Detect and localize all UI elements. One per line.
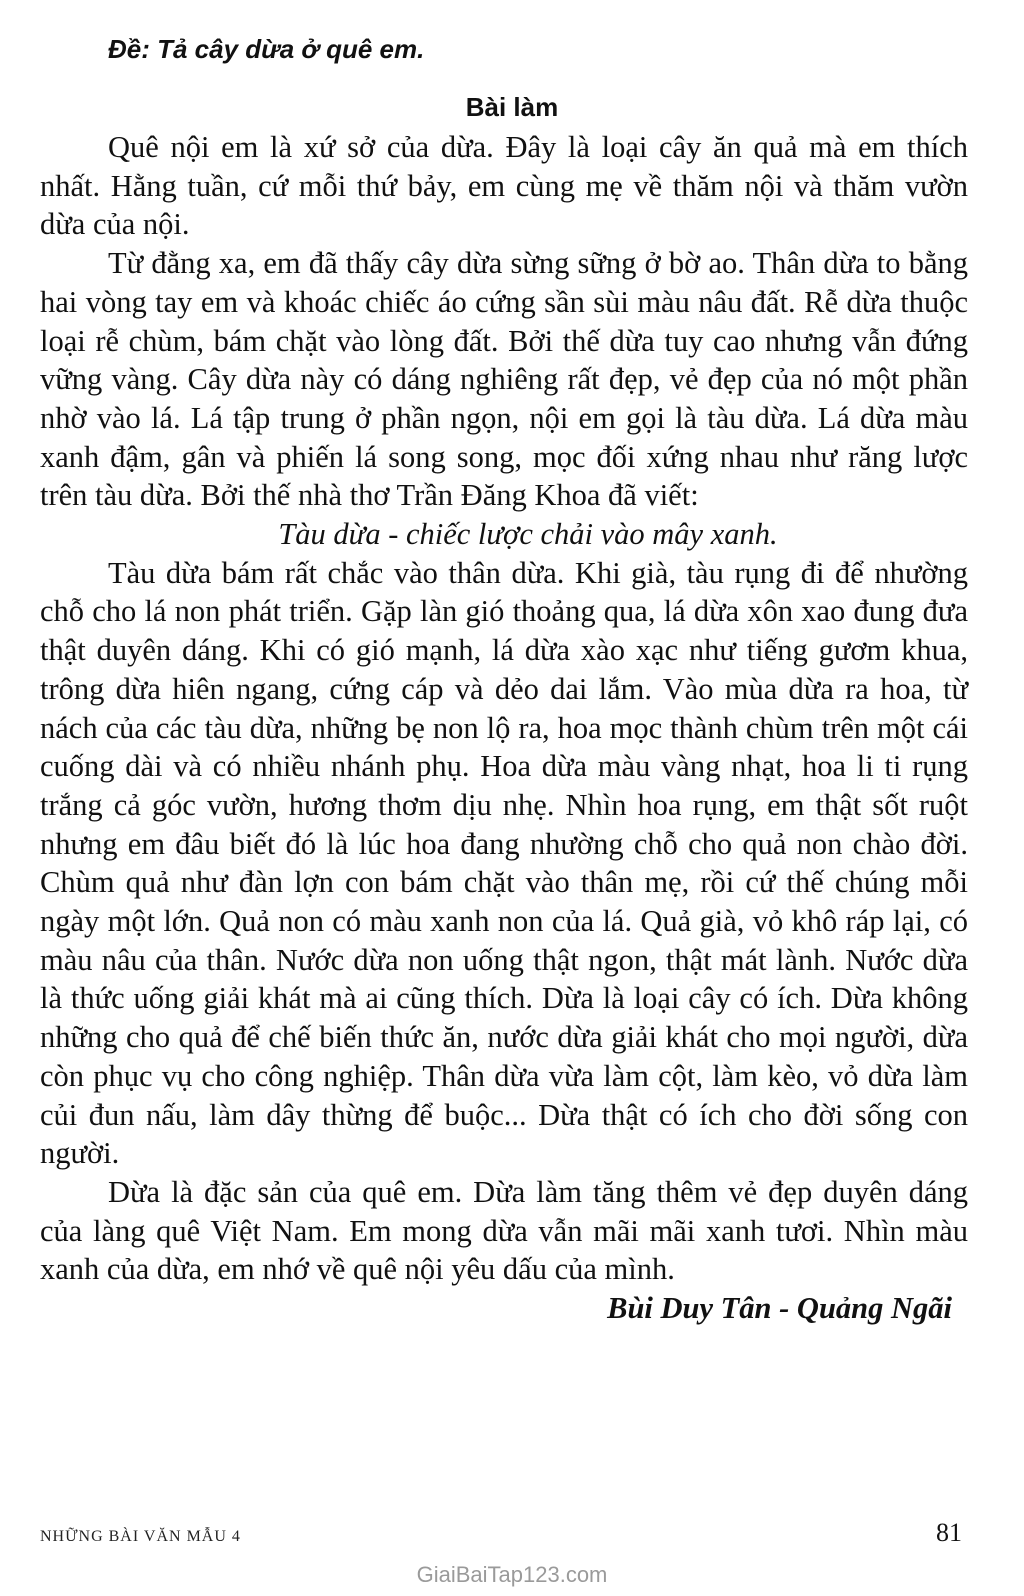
- essay-heading: Bài làm: [465, 92, 559, 122]
- page-number: 81: [936, 1518, 962, 1547]
- author-signature: Bùi Duy Tân - Quảng Ngãi: [607, 1291, 952, 1326]
- essay-body: [40, 128, 968, 1328]
- paragraph-trunk-leaves: Từ đằng xa, em đã thấy cây dừa sừng sững ở bờ ao. Thân dừa to bằng hai vòng tay em và khoác chiếc áo cứng sần sùi màu nâu đất. Rễ dừa thuộc loại rễ chùm, bám chặt vào lòng đất. Bởi thế dừa tuy cao nhưng vẫn đứng vững vàng. Cây dừa này có dáng nghiêng rất đẹp, vẻ đẹp của nó một phần nhờ vào lá. Lá tập trung ở phần ngọn, nội em gọi là tàu dừa. Lá dừa màu xanh đậm, gân và phiến lá song song, mọc đối xứng nhau như răng lược trên tàu dừa. Bởi thế nhà thơ Trần Đăng Khoa đã viết:: [40, 246, 968, 513]
- paragraph-conclusion: [40, 1173, 968, 1326]
- assignment-title: Đề: Tả cây dừa ở quê em.: [108, 34, 425, 64]
- watermark: GiaiBaiTap123.com: [416, 1562, 608, 1587]
- poem-quote: Tàu dừa - chiếc lược chải vào mây xanh.: [278, 517, 778, 552]
- conclusion-text: Dừa là đặc sản của quê em. Dừa làm tăng thêm vẻ đẹp duyên dáng của làng quê Việt Nam. Em mong dừa vẫn mãi mãi xanh tươi. Nhìn màu xanh của dừa, em nhớ về quê nội yêu dấu của mình.: [40, 1174, 968, 1287]
- paragraph-intro: Quê nội em là xứ sở của dừa. Đây là loại cây ăn quả mà em thích nhất. Hằng tuần, cứ mỗi thứ bảy, em cùng mẹ về thăm nội và thăm vườn dừa của nội.: [40, 130, 968, 242]
- book-title-footer: NHỮNG BÀI VĂN MẪU 4: [40, 1528, 241, 1545]
- paragraph-flowers-fruit: Tàu dừa bám rất chắc vào thân dừa. Khi già, tàu rụng đi để nhường chỗ cho lá non phát triển. Gặp làn gió thoảng qua, lá dừa xôn xao đung đưa thật duyên dáng. Khi có gió mạnh, lá dừa xào xạc như tiếng gươm khua, trông dừa hiên ngang, cứng cáp và dẻo dai lắm. Vào mùa dừa ra hoa, từ nách của các tàu dừa, những bẹ non lộ ra, hoa mọc thành chùm trên một cái cuống dài và có nhiều nhánh phụ. Hoa dừa màu vàng nhạt, hoa li ti rụng trắng cả góc vườn, hương thơm dịu nhẹ. Nhìn hoa rụng, em thật sốt ruột nhưng em đâu biết đó là lúc hoa đang nhường chỗ cho quả non chào đời. Chùm quả như đàn lợn con bám chặt vào thân mẹ, rồi cứ thế chúng mỗi ngày một lớn. Quả non có màu xanh non của lá. Quả già, vỏ khô ráp lại, có màu nâu của thân. Nước dừa non uống thật ngon, thật mát lành. Nước dừa là thức uống giải khát mà ai cũng thích. Dừa là loại cây có ích. Dừa không những cho quả để chế biến thức ăn, nước dừa giải khát cho mọi người, dừa còn phục vụ cho công nghiệp. Thân dừa vừa làm cột, làm kèo, vỏ dừa làm củi đun nấu, làm dây thừng để buộc... Dừa thật có ích cho đời sống con người.: [40, 555, 968, 1171]
